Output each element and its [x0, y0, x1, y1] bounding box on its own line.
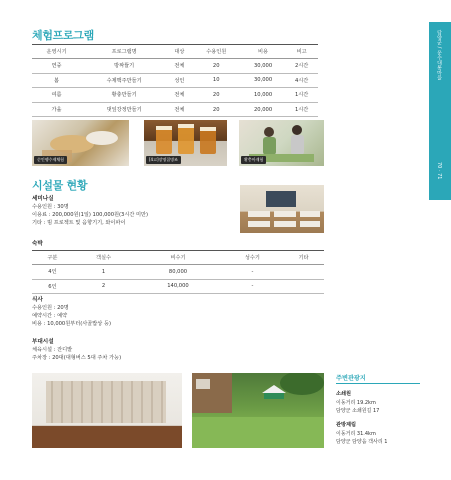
- nearby-title: 주변관광지: [336, 375, 366, 382]
- table-cell: [283, 279, 324, 294]
- extra-heading: 부대시설: [32, 339, 54, 345]
- photo-caption: [4고]장명집명조: [146, 156, 181, 164]
- table-cell: 10,000: [241, 88, 286, 103]
- table-cell: 가을: [32, 102, 81, 117]
- nearby-item-distance: 이동거리 31.4km: [336, 431, 376, 437]
- table-cell: 4시간: [285, 73, 318, 88]
- program-section-title: 체험프로그램: [32, 29, 94, 42]
- table-cell: 20: [192, 88, 241, 103]
- seminar-capacity: 수용인원 : 30명: [32, 204, 69, 210]
- col-header: 성수기: [222, 251, 283, 265]
- lodging-table: [32, 250, 324, 294]
- nearby-underline: [336, 383, 420, 384]
- table-cell: 봄: [32, 73, 81, 88]
- room-curtain-photo: [32, 373, 182, 448]
- lodging-heading: 숙박: [32, 241, 43, 247]
- program-photo-3: [239, 120, 324, 166]
- col-header: 비수기: [134, 251, 221, 265]
- col-header: 수용인원: [192, 45, 241, 59]
- table-cell: 1: [73, 265, 134, 280]
- facilities-section-title: 시설물 현황: [32, 179, 88, 192]
- lawn-photo: [192, 373, 324, 448]
- chapter-side-tab: [429, 22, 451, 200]
- table-cell: 전체: [167, 102, 192, 117]
- table-cell: 2시간: [285, 59, 318, 74]
- table-cell: 80,000: [134, 265, 221, 280]
- table-cell: 140,000: [134, 279, 221, 294]
- col-header: 비용: [241, 45, 286, 59]
- nearby-item-name: 소쇄원: [336, 391, 352, 397]
- extra-parking: 주차장 : 20대(대형버스 5대 주차 가능): [32, 355, 122, 361]
- side-tab-title: 담양군 / 운수대통마을: [436, 30, 442, 80]
- table-cell: 전체: [167, 59, 192, 74]
- col-header: 운영시기: [32, 45, 81, 59]
- table-cell: 성인: [167, 73, 192, 88]
- meal-heading: 식사: [32, 297, 43, 303]
- table-cell: 2: [73, 279, 134, 294]
- table-cell: -: [222, 279, 283, 294]
- program-table: [32, 44, 318, 117]
- table-row: [32, 102, 318, 117]
- program-photo-1: [32, 120, 129, 166]
- col-header: 비고: [285, 45, 318, 59]
- nearby-item-address: 담양군 담양읍 객사리 1: [336, 439, 388, 445]
- table-cell: 20: [192, 59, 241, 74]
- seminar-fee: 이용료 : 200,000원(1일) 100,000원(3시간 미만): [32, 212, 149, 218]
- table-cell: 1시간: [285, 102, 318, 117]
- table-cell: 6인: [32, 279, 73, 294]
- table-row: [32, 59, 318, 74]
- table-cell: 여름: [32, 88, 81, 103]
- program-photo-2: [144, 120, 227, 166]
- photo-caption: 순인쌩수제체험: [34, 156, 67, 164]
- nearby-item-name: 관방제림: [336, 422, 357, 428]
- col-header: 대상: [167, 45, 192, 59]
- seminar-heading: 세미나실: [32, 196, 54, 202]
- table-cell: 20: [192, 102, 241, 117]
- table-cell: 20,000: [241, 102, 286, 117]
- col-header: 기타: [283, 251, 324, 265]
- curtain-icon: [32, 373, 182, 448]
- table-row: [32, 279, 324, 294]
- table-cell: 4인: [32, 265, 73, 280]
- table-row: [32, 265, 324, 280]
- col-header: 구분: [32, 251, 73, 265]
- extra-sports: 체육시설 : 잔디밭: [32, 347, 73, 353]
- page-number: 70 · 71: [436, 162, 442, 180]
- nearby-item-address: 담양군 소쇄원길 17: [336, 408, 380, 414]
- table-cell: 1시간: [285, 88, 318, 103]
- table-cell: 전체: [167, 88, 192, 103]
- classroom-icon: [240, 185, 324, 233]
- table-cell: 연중: [32, 59, 81, 74]
- table-cell: [283, 265, 324, 280]
- table-cell: 수제맥주만들기: [81, 73, 167, 88]
- meal-capacity: 수용인원 : 20명: [32, 305, 69, 311]
- table-cell: 황충만들기: [81, 88, 167, 103]
- table-row: [32, 73, 318, 88]
- table-cell: -: [222, 265, 283, 280]
- seminar-etc: 기타 : 빔 프로젝트 및 음향기기, 와이파이: [32, 220, 126, 226]
- table-cell: 방짜뜰기: [81, 59, 167, 74]
- meal-reservation: 예약시간 : 예약: [32, 313, 68, 319]
- lawn-icon: [192, 373, 324, 448]
- col-header: 객실수: [73, 251, 134, 265]
- table-cell: 10: [192, 73, 241, 88]
- table-cell: 댓잎강정만들기: [81, 102, 167, 117]
- table-cell: 30,000: [241, 73, 286, 88]
- table-row: [32, 88, 318, 103]
- seminar-room-photo: [240, 185, 324, 233]
- meal-cost: 비용 : 10,000원부터(사골밥상 등): [32, 321, 112, 327]
- table-cell: 30,000: [241, 59, 286, 74]
- photo-caption: 황충아재험: [241, 156, 266, 164]
- col-header: 프로그램명: [81, 45, 167, 59]
- nearby-item-distance: 이동거리 19.2km: [336, 400, 376, 406]
